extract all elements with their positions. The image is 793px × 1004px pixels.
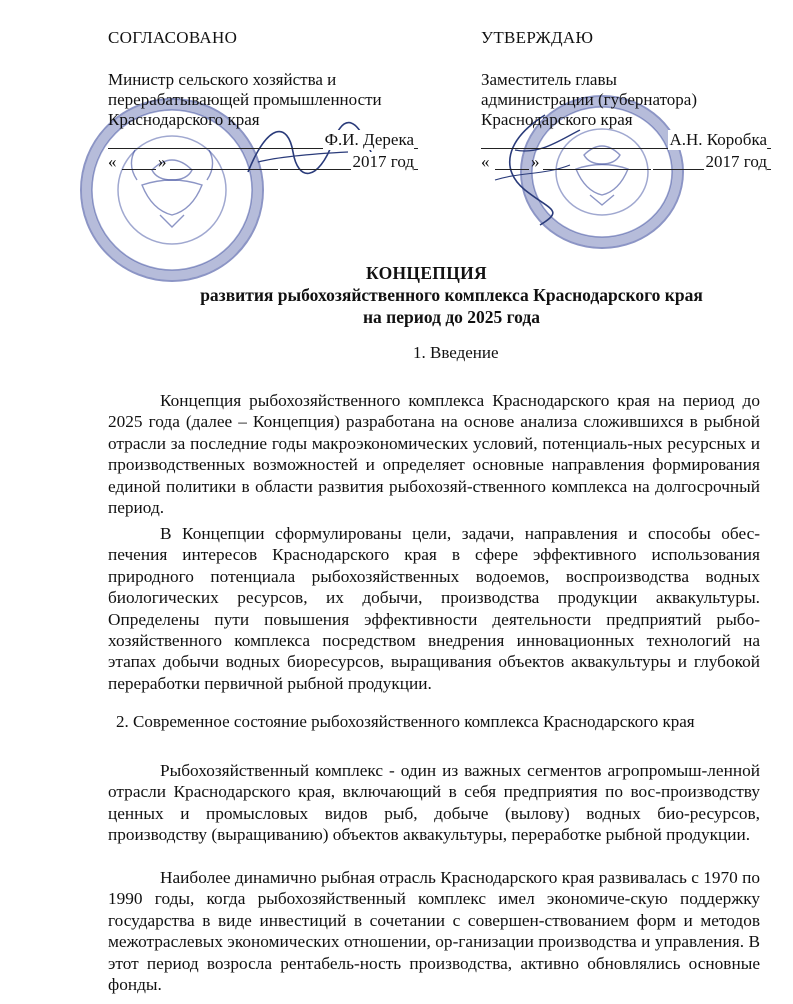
paragraph: Наиболее динамично рыбная отрасль Краснодарского края развивалась с 1970 по 1990 годы, когда рыбохозяйственный комплекс имел экономиче-скую поддержку государства в виде инвестиций в сочетании с совершен-ствованием форм и методов межотраслевых экономических отношении, ор-ганизации производства и управления. В этот период возросла рентабель-ность производства, активно обновлялись основные фонды. [108, 868, 760, 995]
title-line: развития рыбохозяйственного комплекса Краснодарского края [200, 285, 703, 305]
approval-position-line: Заместитель главы [481, 70, 617, 89]
title-line: на период до 2025 года [362, 307, 541, 327]
approval-position-line: Министр сельского хозяйства и [108, 70, 337, 89]
approval-position-line: Краснодарского края [481, 110, 633, 129]
date-line: « » 2017 год [481, 152, 771, 174]
paragraph: В Концепции сформулированы цели, задачи, направления и способы обес-печения интересов Краснодарского края в сфере эффективного использования природного потенциала рыбохозяйственных водоемов, воспроизводства водных биологических ресурсов, их добычи, производства продукции аквакультуры. Определены пути повышения эффективности деятельности предприятий рыбо-хозяйственного комплекса посредством внедрения инновационных технологий на этапах добычи водных биоресурсов, выращивания объектов аквакультуры и глубокой переработки первичной рыбной продукции. [108, 524, 760, 693]
document-title [0, 262, 793, 328]
signer-name: Ф.И. Дерека [324, 130, 414, 149]
section-heading-introduction: 1. Введение [413, 343, 499, 362]
approval-block-agreed [108, 28, 418, 174]
approval-heading: СОГЛАСОВАНО [108, 28, 238, 47]
section-heading-current-state: 2. Современное состояние рыбохозяйственного комплекса Краснодарского края [116, 712, 695, 731]
approval-year: 2017 год [705, 152, 767, 171]
approval-year: 2017 год [352, 152, 414, 171]
signer-name: А.Н. Коробка [669, 130, 767, 149]
date-line: « » 2017 год [108, 152, 418, 174]
signature-line [108, 130, 418, 152]
approval-block-approved [481, 28, 771, 174]
approval-position-line: Краснодарского края [108, 110, 260, 129]
signature-line [481, 130, 771, 152]
paragraph: Рыбохозяйственный комплекс - один из важных сегментов агропромыш-ленной отрасли Краснодарского края, включающий в себя предприятия по вос-производству ценных и промысловых видов рыб, добыче (вылову) водных био-ресурсов, производству (выращиванию) объектов аквакультуры, переработке рыбной продукции. [108, 761, 760, 845]
approval-heading: УТВЕРЖДАЮ [481, 28, 594, 47]
approval-position-line: администрации (губернатора) [481, 90, 698, 109]
title-line: КОНЦЕПЦИЯ [366, 263, 487, 283]
paragraph: Концепция рыбохозяйственного комплекса Краснодарского края на период до 2025 года (далее – Концепция) разработана на основе анализа сложившихся в рыбной отрасли за последние годы макроэкономических условий, потенциаль-ных ресурсных и производственных возможностей и определяет основные направления формирования единой политики в области развития рыбохозяй-ственного комплекса на долгосрочный период. [108, 391, 760, 518]
approval-position-line: перерабатывающей промышленности [108, 90, 382, 109]
